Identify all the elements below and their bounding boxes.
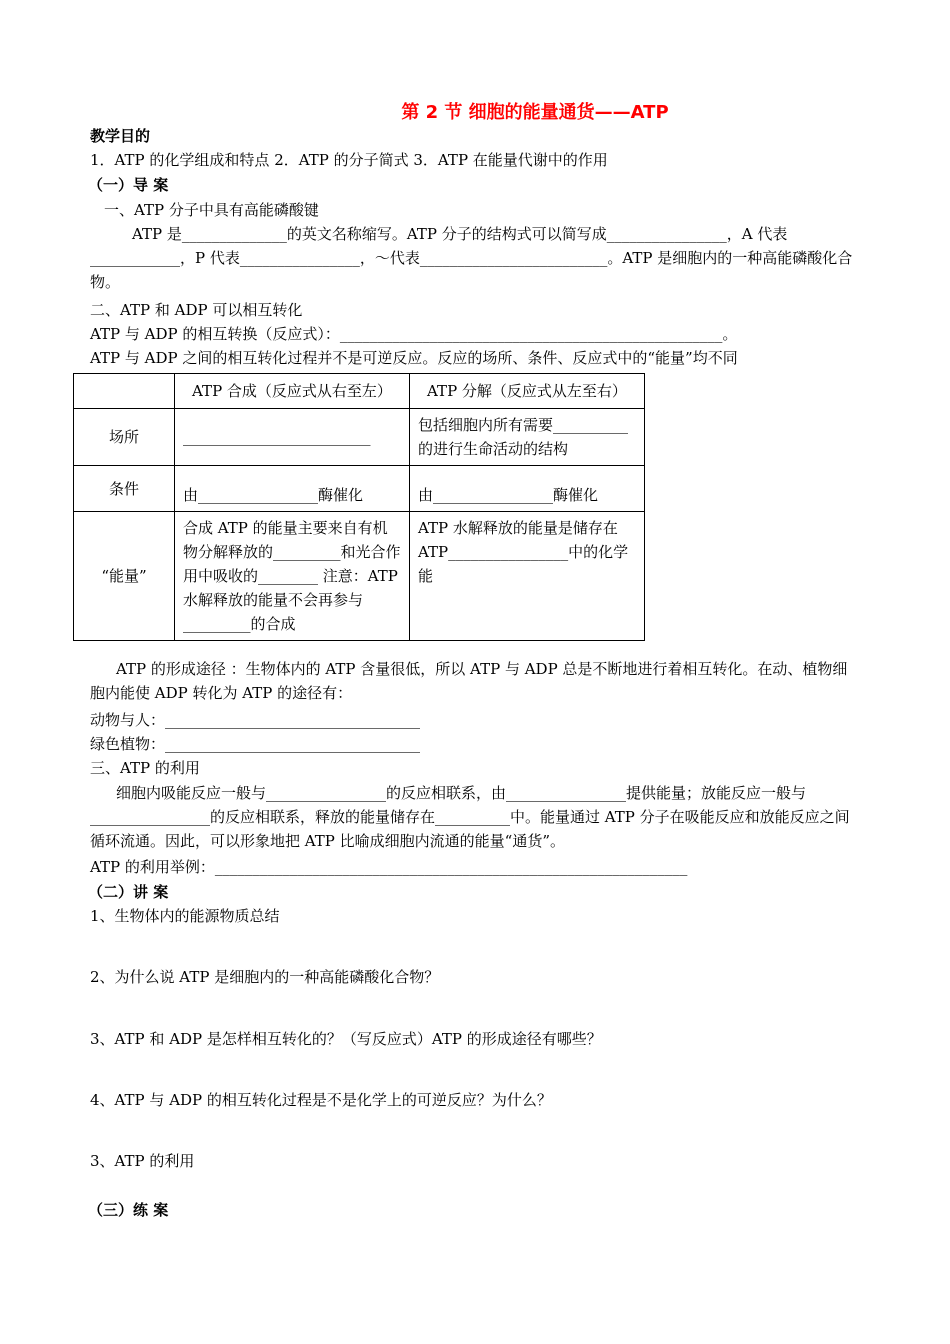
condition-synthesis: 由________________酶催化 (175, 466, 410, 512)
lecture-question-1: 1、生物体内的能源物质总结 (90, 907, 280, 925)
section2-note: ATP 与 ADP 之间的相互转化过程并不是可逆反应。反应的场所、条件、反应式中的“能量”均不同 (90, 349, 738, 367)
section1-title: 一、ATP 分子中具有高能磷酸键 (104, 201, 319, 219)
row-label-energy: “能量” (74, 512, 175, 641)
energy-hydrolysis: ATP 水解释放的能量是储存在 ATP________________中的化学能 (410, 512, 645, 641)
plants-line: 绿色植物：__________________________________ (90, 735, 421, 753)
section3-title: 三、ATP 的利用 (90, 759, 200, 777)
section2-title: 二、ATP 和 ADP 可以相互转化 (90, 301, 303, 319)
energy-synthesis: 合成 ATP 的能量主要来自有机物分解释放的_________和光合作用中吸收的________ 注意：ATP 水解释放的能量不会再参与_________的合成 (175, 512, 410, 641)
objectives-list: 1．ATP 的化学组成和特点 2．ATP 的分子简式 3．ATP 在能量代谢中的作用 (90, 151, 608, 169)
section3-example: ATP 的利用举例：_______________________________________________________________ (90, 858, 688, 876)
objectives-heading: 教学目的 (90, 127, 151, 145)
section2-reaction: ATP 与 ADP 的相互转换（反应式）：___________________________________________________。 (90, 325, 738, 343)
lecture-question-4: 4、ATP 与 ADP 的相互转化过程是不是化学上的可逆反应？为什么？ (90, 1091, 552, 1109)
table-corner (74, 374, 175, 409)
col-atp-synthesis: ATP 合成（反应式从右至左） (175, 374, 410, 409)
lecture-heading: （二）讲 案 (88, 883, 169, 901)
formation-text: ATP 的形成途径 ：生物体内的 ATP 含量很低，所以 ATP 与 ADP 总是不断地进行着相互转化。在动、植物细胞内能使 ADP 转化为 ATP 的途径有： (90, 660, 848, 702)
lecture-question-3: 3、ATP 和 ADP 是怎样相互转化的？（写反应式）ATP 的形成途径有哪些？ (90, 1030, 602, 1048)
section1-text: ATP 是______________的英文名称缩写。ATP 分子的结构式可以简写成________________，A 代表____________，P 代表________________，～代表_________________________。ATP 是细胞内的一种高能磷酸化合物。 (90, 225, 853, 291)
guide-heading: （一）导 案 (88, 176, 169, 194)
condition-hydrolysis: 由________________酶催化 (410, 466, 645, 512)
location-hydrolysis: 包括细胞内所有需要__________的进行生命活动的结构 (410, 409, 645, 466)
page-title: 第 2 节 细胞的能量通货——ATP (401, 102, 669, 123)
section3-text: 细胞内吸能反应一般与________________的反应相联系，由________________提供能量；放能反应一般与________________的反应相联系，释放的能量储存在__________中。能量通过 ATP 分子在吸能反应和放能反应之间循环流通。因此，可以形象地把 ATP 比喻成细胞内流通的能量“通货”。 (90, 784, 850, 850)
lecture-question-2: 2、为什么说 ATP 是细胞内的一种高能磷酸化合物？ (90, 968, 440, 986)
animals-line: 动物与人：__________________________________ (90, 711, 421, 729)
location-synthesis: _________________________ (175, 409, 410, 466)
lecture-question-5: 3、ATP 的利用 (90, 1152, 195, 1170)
col-atp-hydrolysis: ATP 分解（反应式从左至右） (410, 374, 645, 409)
comparison-table (73, 373, 645, 641)
row-label-condition: 条件 (74, 466, 175, 512)
row-label-location: 场所 (74, 409, 175, 466)
practice-heading: （三）练 案 (88, 1201, 169, 1219)
